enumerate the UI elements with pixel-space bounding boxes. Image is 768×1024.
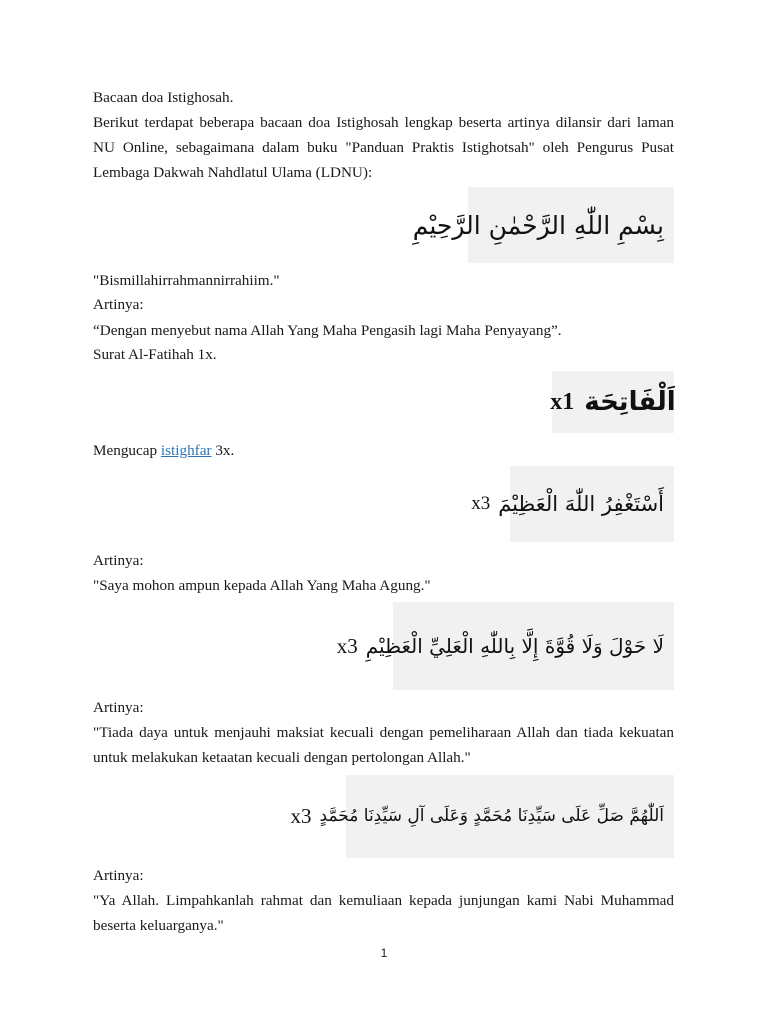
page-number: 1 <box>380 946 388 960</box>
arabic-istighfar-image <box>471 466 674 542</box>
intro-heading: Bacaan doa Istighosah. <box>93 89 234 106</box>
arabic-shalawat-text: اَللّٰهُمَّ صَلِّ عَلَى سَيِّدِنَا مُحَمَّدٍ وَعَلَى آلِ سَيِّدِنَا مُحَمَّدٍ <box>319 806 664 826</box>
meaning-label-2: Artinya: <box>93 552 144 569</box>
meaning-label-1: Artinya: <box>93 296 144 313</box>
arabic-hauqalah-text: لَا حَوْلَ وَلَا قُوَّةَ إِلَّا بِاللّٰهِ الْعَلِيِّ الْعَظِيْمِ <box>365 634 664 658</box>
shalawat-meaning: "Ya Allah. Limpahkanlah rahmat dan kemuliaan kepada junjungan kami Nabi Muhammad beserta keluarganya." <box>93 892 674 934</box>
hauqalah-multiplier: x3 <box>336 633 358 658</box>
shalawat-multiplier: x3 <box>290 804 312 828</box>
hauqalah-meaning: "Tiada daya untuk menjauhi maksiat kecuali dengan pemeliharaan Allah dan tiada kekuatan untuk melakukan ketaatan kecuali dengan pertolongan Allah." <box>93 724 674 766</box>
arabic-basmalah-image <box>412 187 674 263</box>
intro-paragraph: Berikut terdapat beberapa bacaan doa Istighosah lengkap beserta artinya dilansir dari laman NU Online, sebagaimana dalam buku "Panduan Praktis Istighotsah" oleh Pengurus Pusat Lembaga Dakwah Nahdlatul Ulama (LDNU): <box>93 114 674 181</box>
basmalah-meaning: “Dengan menyebut nama Allah Yang Maha Pengasih lagi Maha Penyayang”. <box>93 322 562 339</box>
basmalah-transliteration: "Bismillahirrahmannirrahiim." <box>93 272 280 289</box>
istighfar-meaning: "Saya mohon ampun kepada Allah Yang Maha Agung." <box>93 577 431 594</box>
istighfar-multiplier: x3 <box>471 493 491 514</box>
arabic-hauqalah-image <box>336 602 674 690</box>
istighfar-instruction-after: 3x. <box>211 442 235 459</box>
istighfar-link[interactable]: istighfar <box>160 442 212 459</box>
arabic-basmalah-text: بِسْمِ اللّٰهِ الرَّحْمٰنِ الرَّحِيْمِ <box>412 210 664 240</box>
arabic-fatihah-text: اَلْفَاتِحَة <box>584 387 676 417</box>
istighfar-instruction <box>93 438 674 463</box>
meaning-label-3: Artinya: <box>93 699 144 716</box>
arabic-shalawat-image <box>290 775 674 858</box>
fatihah-multiplier: x1 <box>550 388 575 415</box>
arabic-fatihah-image <box>552 371 674 433</box>
arabic-istighfar-text: أَسْتَغْفِرُ اللّٰهَ الْعَظِيْمَ <box>498 491 664 516</box>
istighfar-instruction-before: Mengucap <box>93 442 161 459</box>
fatihah-instruction: Surat Al-Fatihah 1x. <box>93 346 217 363</box>
meaning-label-4: Artinya: <box>93 867 144 884</box>
